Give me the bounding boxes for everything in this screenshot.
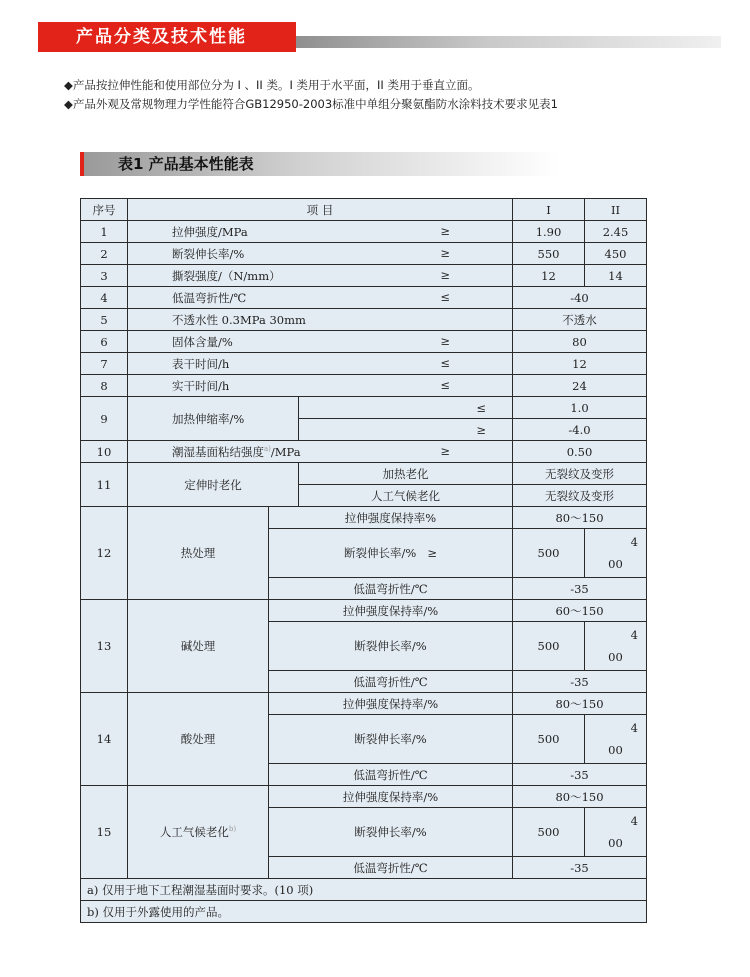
value-class-2 <box>585 808 647 857</box>
item-text: 低温弯折性/℃ <box>172 290 247 305</box>
sub-item: 人工气候老化 <box>299 485 513 507</box>
value-class-1: 500 <box>513 529 585 578</box>
value-shared: 0.50 <box>513 441 647 463</box>
sub-item: 断裂伸长率/% <box>269 808 513 857</box>
value-part: 4 <box>630 814 638 828</box>
value-class-1: 500 <box>513 715 585 764</box>
sub-item: 断裂伸长率/% <box>269 622 513 671</box>
value-shared: 80～150 <box>513 693 647 715</box>
row-item: 碱处理 <box>128 600 269 693</box>
row-no: 8 <box>81 375 128 397</box>
row-item <box>128 221 513 243</box>
row-item <box>128 331 513 353</box>
table-row <box>81 507 647 529</box>
value-shared: -40 <box>513 287 647 309</box>
table-title-bar <box>80 152 560 176</box>
row-item <box>128 441 513 463</box>
row-no: 2 <box>81 243 128 265</box>
table-row <box>81 221 647 243</box>
row-item <box>128 786 269 879</box>
table-row <box>81 463 647 485</box>
row-item <box>128 243 513 265</box>
sub-item: 拉伸强度保持率/% <box>269 600 513 622</box>
table-row <box>81 397 647 419</box>
row-no: 9 <box>81 397 128 441</box>
table-row <box>81 441 647 463</box>
item-text: 断裂伸长率/% <box>172 246 245 261</box>
value-class-1: 500 <box>513 808 585 857</box>
footnote-marker: a) <box>264 444 271 453</box>
header-gradient-bar <box>296 36 721 48</box>
item-text: 拉伸强度/MPa <box>172 224 248 239</box>
value-class-2 <box>585 529 647 578</box>
table-row <box>81 265 647 287</box>
item-text: 撕裂强度/（N/mm） <box>172 268 281 283</box>
item-text: 人工气候老化 <box>159 825 229 839</box>
table-row <box>81 331 647 353</box>
value-shared: 无裂纹及变形 <box>513 485 647 507</box>
value-shared: 1.0 <box>513 397 647 419</box>
table-row <box>81 353 647 375</box>
sub-item: 拉伸强度保持率/% <box>269 786 513 808</box>
value-shared: -35 <box>513 764 647 786</box>
item-text: 表干时间/h <box>172 356 230 371</box>
footnote-row <box>81 879 647 901</box>
value-part: 4 <box>630 628 638 642</box>
row-no: 11 <box>81 463 128 507</box>
operator: ≥ <box>440 223 450 238</box>
operator: ≥ <box>427 546 437 560</box>
value-part: 00 <box>608 557 623 571</box>
table-header-row <box>81 199 647 221</box>
value-shared: 不透水 <box>513 309 647 331</box>
row-item <box>128 375 513 397</box>
sub-item: 拉伸强度保持率% <box>269 507 513 529</box>
operator: ≥ <box>440 267 450 282</box>
header-item: 项 目 <box>128 199 513 221</box>
row-no: 13 <box>81 600 128 693</box>
row-no: 7 <box>81 353 128 375</box>
value-class-2: 2.45 <box>585 221 647 243</box>
item-text: 断裂伸长率/% <box>344 546 417 560</box>
table-row <box>81 243 647 265</box>
sub-item: 加热老化 <box>299 463 513 485</box>
value-shared: 无裂纹及变形 <box>513 463 647 485</box>
value-shared: 12 <box>513 353 647 375</box>
value-part: 00 <box>608 650 623 664</box>
sub-item <box>269 529 513 578</box>
value-part: 00 <box>608 836 623 850</box>
table-row <box>81 309 647 331</box>
value-class-2: 450 <box>585 243 647 265</box>
table-row <box>81 786 647 808</box>
value-part: 4 <box>630 721 638 735</box>
header-class-1: I <box>513 199 585 221</box>
row-no: 6 <box>81 331 128 353</box>
operator: ≤ <box>440 289 450 304</box>
value-class-2 <box>585 622 647 671</box>
intro-notes <box>64 76 558 114</box>
item-text: 实干时间/h <box>172 378 230 393</box>
row-no: 3 <box>81 265 128 287</box>
sub-item: 低温弯折性/℃ <box>269 671 513 693</box>
value-shared: -35 <box>513 857 647 879</box>
row-no: 15 <box>81 786 128 879</box>
row-item: 不透水性 0.3MPa 30mm <box>128 309 513 331</box>
table-row <box>81 693 647 715</box>
value-shared: 80～150 <box>513 786 647 808</box>
operator: ≤ <box>440 377 450 392</box>
table-row <box>81 600 647 622</box>
note-line: ◆产品外观及常规物理力学性能符合GB12950-2003标准中单组分聚氨酯防水涂料技术要求见表1 <box>64 97 558 111</box>
section-header: 产品分类及技术性能 <box>38 22 296 52</box>
sub-item: 低温弯折性/℃ <box>269 764 513 786</box>
table-row <box>81 287 647 309</box>
row-no: 12 <box>81 507 128 600</box>
header-no: 序号 <box>81 199 128 221</box>
sub-item: 断裂伸长率/% <box>269 715 513 764</box>
row-item <box>128 287 513 309</box>
sub-item: 低温弯折性/℃ <box>269 857 513 879</box>
sub-item: 低温弯折性/℃ <box>269 578 513 600</box>
row-no: 10 <box>81 441 128 463</box>
row-item <box>128 265 513 287</box>
header-class-2: II <box>585 199 647 221</box>
value-shared: 80 <box>513 331 647 353</box>
value-part: 4 <box>630 535 638 549</box>
row-item: 酸处理 <box>128 693 269 786</box>
item-unit: /MPa <box>270 444 301 459</box>
value-shared: 80～150 <box>513 507 647 529</box>
value-shared: 24 <box>513 375 647 397</box>
row-no: 14 <box>81 693 128 786</box>
value-class-2 <box>585 715 647 764</box>
operator-cell <box>299 419 513 441</box>
operator: ≥ <box>440 443 450 458</box>
note-line: ◆产品按拉伸性能和使用部位分为 I 、II 类。I 类用于水平面，II 类用于垂直立面。 <box>64 78 480 92</box>
footnote: b) 仅用于外露使用的产品。 <box>81 901 647 923</box>
value-class-2: 14 <box>585 265 647 287</box>
row-no: 4 <box>81 287 128 309</box>
operator: ≥ <box>440 333 450 348</box>
operator: ≥ <box>440 245 450 260</box>
row-item: 加热伸缩率/% <box>128 397 299 441</box>
footnote: a) 仅用于地下工程潮湿基面时要求。(10 项) <box>81 879 647 901</box>
value-class-1: 1.90 <box>513 221 585 243</box>
row-item: 热处理 <box>128 507 269 600</box>
operator: ≤ <box>440 355 450 370</box>
value-class-1: 500 <box>513 622 585 671</box>
value-shared: -35 <box>513 578 647 600</box>
row-item: 定伸时老化 <box>128 463 299 507</box>
footnote-row <box>81 901 647 923</box>
item-text: 固体含量/% <box>172 334 233 349</box>
row-no: 1 <box>81 221 128 243</box>
table-title: 表1 产品基本性能表 <box>118 155 254 173</box>
value-class-1: 550 <box>513 243 585 265</box>
performance-table <box>80 198 647 923</box>
table-row <box>81 375 647 397</box>
sub-item: 拉伸强度保持率/% <box>269 693 513 715</box>
footnote-marker: b) <box>228 825 237 834</box>
value-class-1: 12 <box>513 265 585 287</box>
operator: ≤ <box>476 400 486 415</box>
value-shared: -4.0 <box>513 419 647 441</box>
item-text: 潮湿基面粘结强度 <box>172 444 264 459</box>
row-item <box>128 353 513 375</box>
value-shared: -35 <box>513 671 647 693</box>
value-shared: 60～150 <box>513 600 647 622</box>
value-part: 00 <box>608 743 623 757</box>
row-no: 5 <box>81 309 128 331</box>
operator-cell <box>299 397 513 419</box>
operator: ≥ <box>476 422 486 437</box>
